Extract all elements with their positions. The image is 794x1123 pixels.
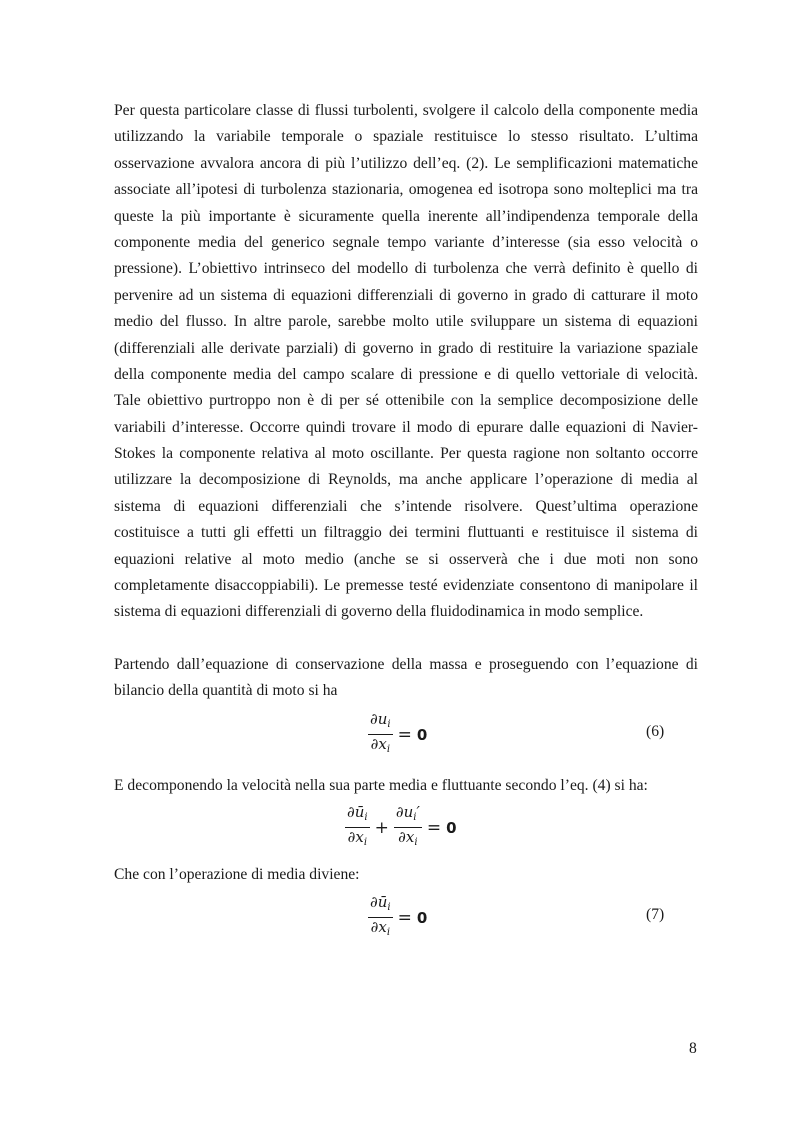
subscript: i (414, 837, 418, 848)
text-line: variabili d’interesse. Occorre quindi trovare il modo di epurare dalle equazioni di Navier- (114, 418, 698, 436)
text-line: completamente disaccoppiabili). Le premesse testé evidenziate consentono di manipolare il (114, 577, 698, 595)
text-line: Che con l’operazione di media diviene: (114, 866, 360, 883)
subscript: i (387, 902, 391, 913)
subscript: i (413, 812, 417, 823)
numerator: ∂ū (347, 803, 365, 821)
subscript: i (364, 812, 368, 823)
fraction (368, 894, 393, 941)
text-line: equazioni relative al moto medio (anche se si osserverà che i due moti non sono (114, 550, 698, 568)
text-line: utilizzare la decomposizione di Reynolds, ma anche applicare l’operazione di media al (114, 471, 698, 489)
rhs-zero: 0 (446, 818, 457, 837)
body-paragraph-3 (114, 773, 698, 799)
rhs-zero: 0 (416, 725, 428, 744)
body-paragraph-4 (114, 862, 698, 888)
text-line: costituisce a tutti gli effetti un filtraggio dei termini fluttuanti e restituisce il sistema di (114, 524, 698, 542)
equation-decomposed (345, 804, 457, 851)
text-line: utilizzando la variabile temporale o spaziale restituisce lo stesso risultato. L’ultima (114, 128, 698, 146)
equation-number-7: (7) (646, 906, 665, 923)
equation-number-6: (6) (646, 723, 665, 740)
page-number: 8 (689, 1040, 697, 1057)
subscript: i (386, 744, 391, 755)
equals-sign: = (397, 907, 412, 928)
body-paragraph-1 (114, 98, 698, 626)
plus-sign: + (374, 817, 389, 838)
rhs-zero: 0 (416, 908, 428, 927)
numerator: ∂ū (370, 893, 388, 911)
text-line: bilancio della quantità di moto si ha (114, 682, 338, 700)
text-line: queste la più importante è sicuramente quella inerente all’indipendenza temporale della (114, 207, 698, 225)
prime-mark: ′ (416, 803, 420, 821)
subscript: i (387, 719, 391, 730)
numerator: ∂u (370, 710, 388, 728)
text-line: sistema di equazioni differenziali che s’intende risolvere. Quest’ultima operazione (114, 497, 698, 515)
text-line: della componente media del campo scalare di pressione e di quello vettoriale di velocità. (114, 365, 698, 383)
denominator: ∂x (398, 828, 415, 846)
text-line: pressione). L’obiettivo intrinseco del modello di turbolenza che verrà definito è quello di (114, 260, 698, 278)
denominator: ∂x (370, 735, 387, 753)
equals-sign: = (397, 724, 412, 745)
equals-sign: = (426, 817, 442, 838)
subscript: i (363, 837, 368, 848)
fraction (368, 711, 393, 758)
subscript: i (386, 927, 391, 938)
text-line: componente media del generico segnale tempo variante d’interesse (sia esso velocità o (114, 233, 698, 251)
equation-7 (368, 894, 427, 941)
numerator: ∂u (395, 803, 414, 821)
text-line: medio del flusso. In altre parole, sarebbe molto utile sviluppare un sistema di equazioni (114, 313, 698, 331)
fraction (394, 804, 422, 851)
text-line: sistema di equazioni differenziali di governo della fluidodinamica in modo semplice. (114, 603, 644, 621)
fraction (345, 804, 370, 851)
text-line: associate all’ipotesi di turbolenza stazionaria, omogenea ed isotropa sono molteplici ma tra (114, 181, 698, 199)
text-line: osservazione avvalora ancora di più l’utilizzo dell’eq. (2). Le semplificazioni matematiche (114, 154, 698, 172)
denominator: ∂x (370, 918, 387, 936)
text-line: Per questa particolare classe di flussi turbolenti, svolgere il calcolo della componente media (114, 102, 698, 119)
text-line: Stokes la componente relativa al moto oscillante. Per questa ragione non soltanto occorre (114, 445, 698, 463)
text-line: (differenziali alle derivate parziali) di governo in grado di restituire la variazione spaziale (114, 339, 698, 357)
equation-6 (368, 711, 427, 758)
body-paragraph-2 (114, 652, 698, 705)
denominator: ∂x (347, 828, 364, 846)
text-line: Tale obiettivo purtroppo non è di per sé ottenibile con la semplice decomposizione delle (114, 392, 698, 410)
text-line: pervenire ad un sistema di equazioni differenziali di governo in grado di catturare il moto (114, 286, 698, 304)
text-line: E decomponendo la velocità nella sua parte media e fluttuante secondo l’eq. (4) si ha: (114, 777, 648, 794)
text-line: Partendo dall’equazione di conservazione della massa e proseguendo con l’equazione di (114, 656, 698, 673)
